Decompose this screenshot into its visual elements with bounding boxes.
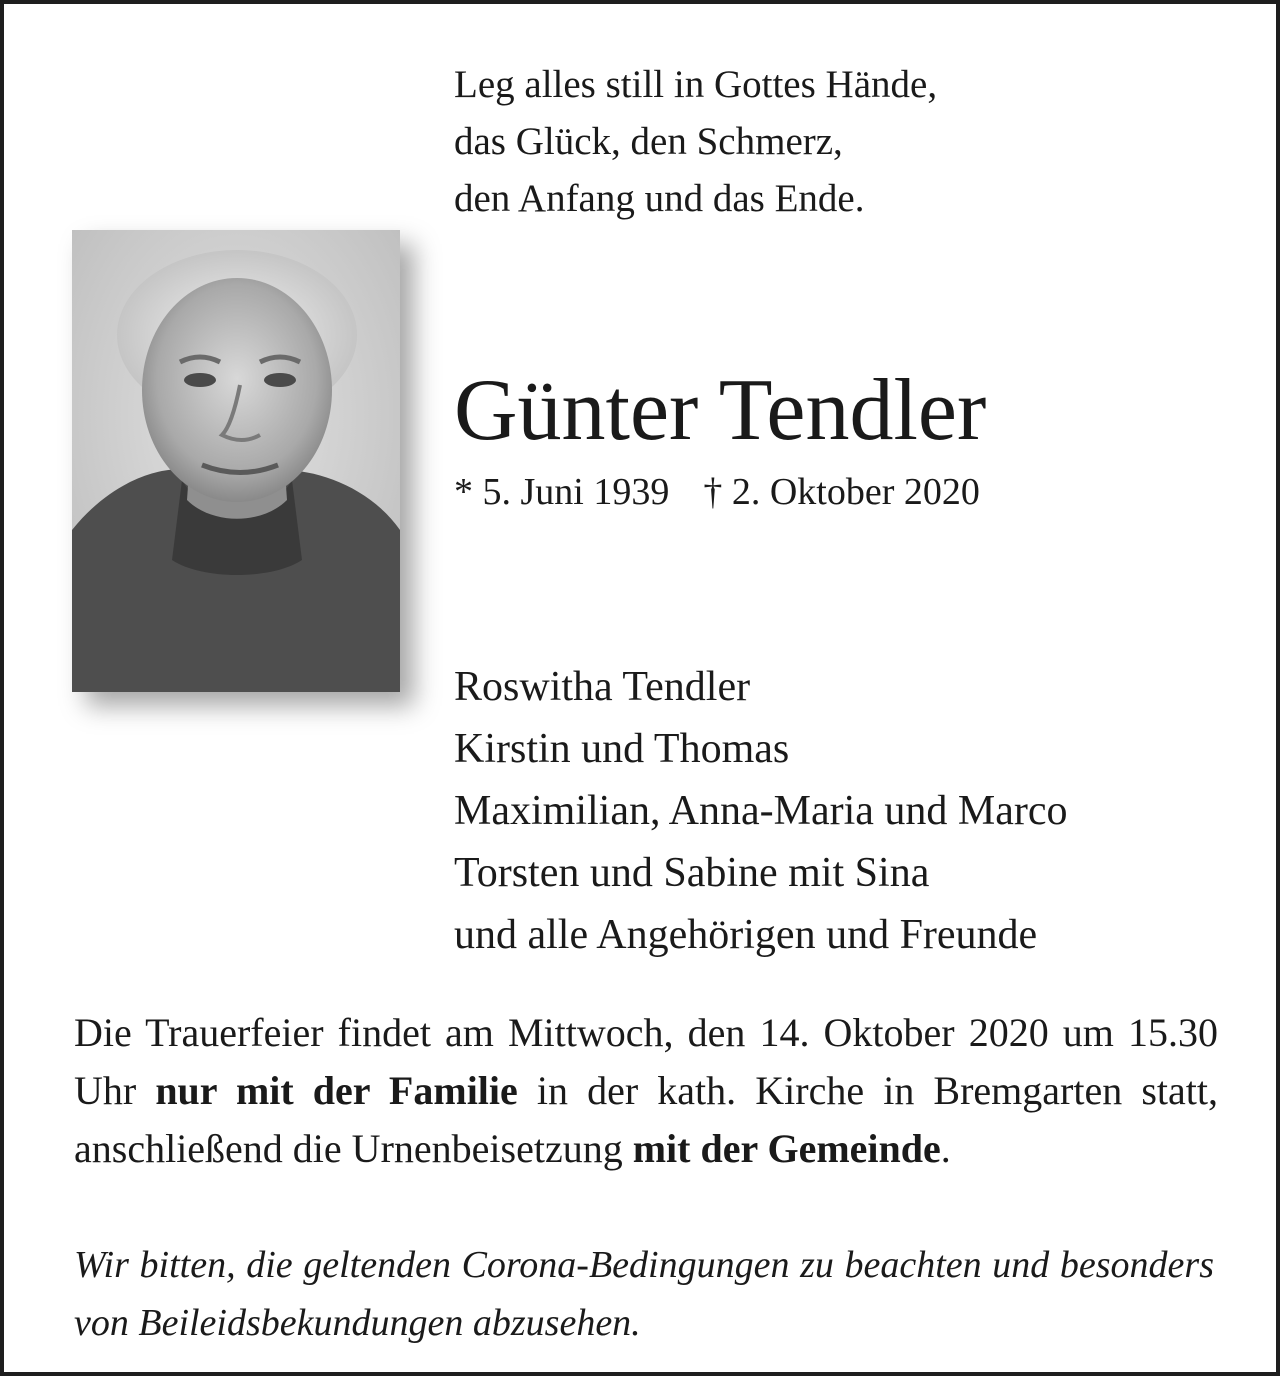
funeral-notice (74, 1004, 1218, 1178)
verse-line-1: Leg alles still in Gottes Hände, (454, 63, 938, 106)
deceased-name: Günter Tendler (454, 362, 987, 459)
notice-text: in der kath. Kirche in Bremgarten statt, anschließend die Urnenbeisetzung (74, 1068, 1218, 1171)
verse-line-2: das Glück, den Schmerz, (454, 120, 843, 163)
mourner-line: Torsten und Sabine mit Sina (454, 850, 930, 896)
mourner-line: Roswitha Tendler (454, 664, 751, 710)
mourner-line: Maximilian, Anna-Maria und Marco (454, 788, 1068, 834)
notice-text: Die Trauerfeier findet am Mittwoch, den 14. Oktober 2020 um 15.30 Uhr (74, 1010, 1218, 1113)
mourner-line: und alle Angehörigen und Freunde (454, 912, 1038, 958)
corona-request: Wir bitten, die geltenden Corona-Bedingungen zu beachten und besonders von Beileidsbekundungen abzusehen. (74, 1244, 1214, 1344)
birth-date: * 5. Juni 1939 (454, 471, 670, 513)
verse-line-3: den Anfang und das Ende. (454, 177, 865, 220)
notice-text: . (940, 1126, 951, 1171)
death-date: † 2. Oktober 2020 (703, 471, 980, 513)
mourner-line: Kirstin und Thomas (454, 726, 790, 772)
verse (454, 56, 937, 227)
notice-bold-community: mit der Gemeinde (632, 1126, 941, 1171)
life-dates (454, 466, 980, 518)
portrait-photo (72, 230, 400, 692)
mourners-list (454, 656, 1068, 966)
notice-bold-family: nur mit der Familie (155, 1068, 518, 1113)
